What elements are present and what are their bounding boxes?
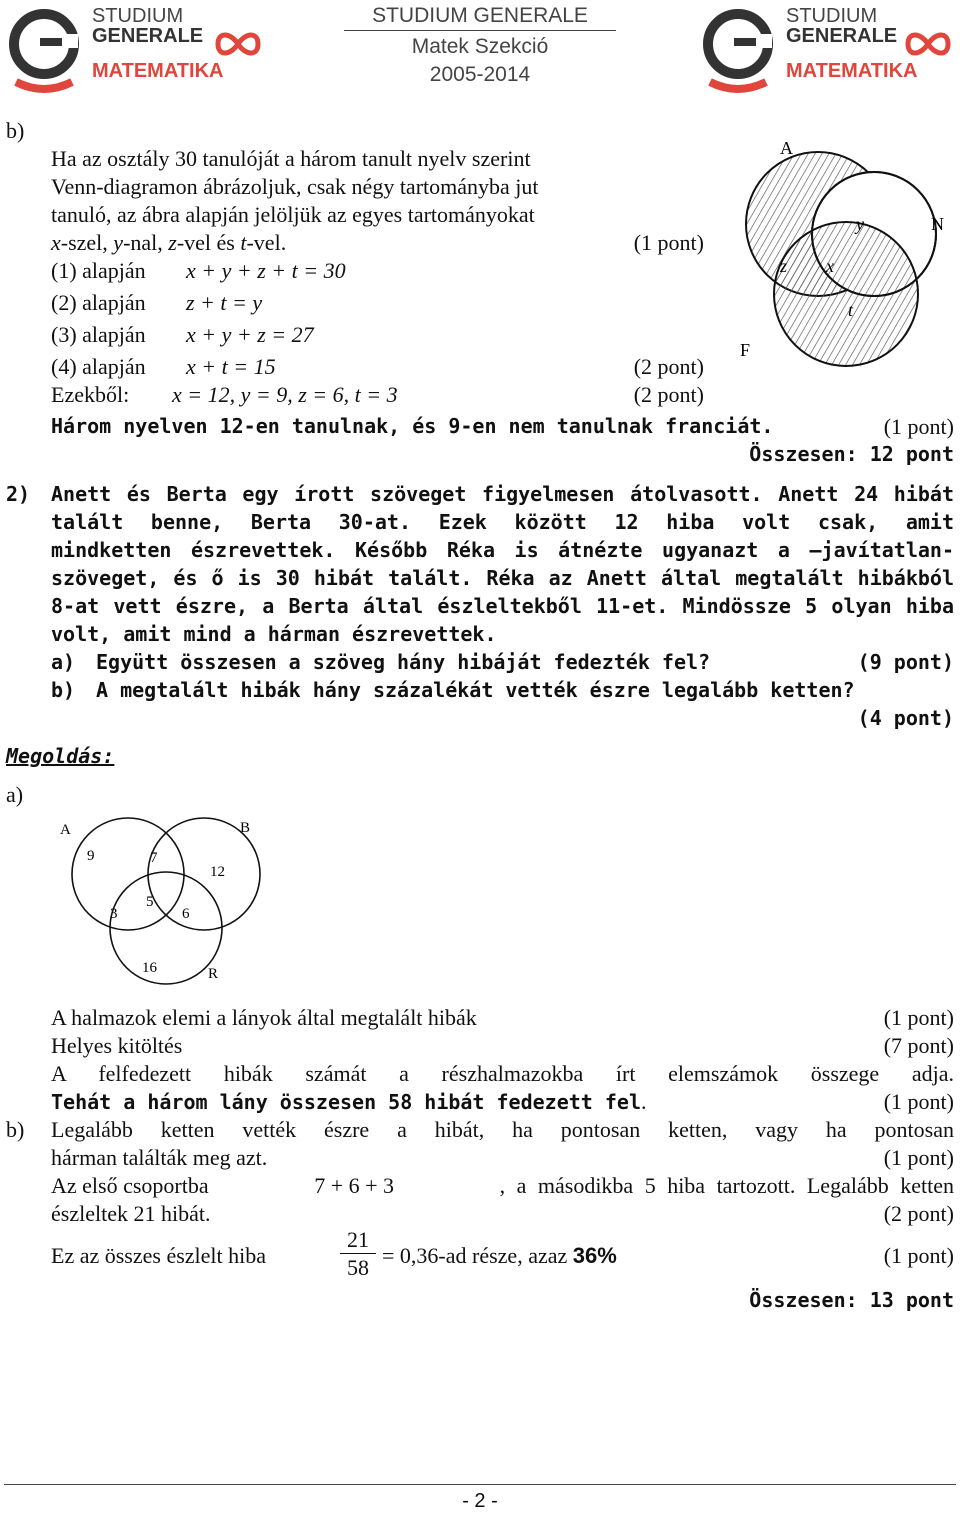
total-points: Összesen: 13 pont [749,1288,954,1312]
solution-heading: Megoldás: [6,744,115,768]
venn-value: 5 [146,894,154,910]
points-label: (1 pont) [883,414,954,439]
venn-value: 3 [110,906,118,922]
solution-line-1: A halmazok elemi a lányok által megtalált hibák [51,1005,477,1030]
venn-label-n: N [931,214,944,234]
part-b-text-2: Venn-diagramon ábrázoljuk, csak négy tartományba jut [51,174,539,199]
text-seg: -vel. [246,230,287,255]
result-label: Ezekből: [51,382,130,407]
studium-logo-icon [6,2,86,98]
eq1: x + y + z + t = 30 [186,258,346,283]
solution-line-4 [51,1089,647,1115]
venn-label-t: t [848,300,854,320]
logo-left-text [92,6,203,46]
text-seg: -szel, [60,230,114,255]
venn-label-z: z [780,256,788,276]
header-center-line2: Matek Szekció [411,35,549,58]
solution-line-9: Ez az összes észlelt hiba [51,1243,267,1268]
total-points: Összesen: 12 pont [749,442,954,466]
eq1-label: (1) alapján [51,258,146,283]
points-label: (2 pont) [883,1201,954,1226]
solution-line-2: Helyes kitöltés [51,1033,183,1058]
solution-line-9-rest [382,1243,617,1269]
fraction-denominator: 58 [347,1255,369,1280]
var-y: y [113,230,124,255]
solution-line-8: észleltek 21 hibát. [51,1201,211,1226]
points-label: (1 pont) [883,1145,954,1170]
eq3: x + y + z = 27 [186,322,314,347]
fraction [340,1227,376,1282]
logo-right-line2: GENERALE [786,25,898,47]
venn-label-x: x [826,256,834,276]
points-label: (7 pont) [883,1033,954,1058]
venn-label-anett: A [60,822,71,838]
venn-diagram-languages [736,134,958,384]
var-t: t [240,230,247,255]
text-seg: -vel és [176,230,241,255]
points-label: (2 pont) [633,382,704,407]
header-center-line3: 2005-2014 [429,63,531,86]
venn-label-y: y [856,214,864,234]
venn-label-reka: R [208,966,219,982]
part-b-text-1: Ha az osztály 30 tanulóját a három tanult nyelv szerint [51,146,531,171]
question-a-points: (9 pont) [857,650,954,674]
var-z: z [168,230,177,255]
solution-line-7 [51,1173,954,1199]
text-seg: Az első csoportba [51,1173,209,1198]
question-b-points: (4 pont) [857,706,954,730]
problem-text-5: 8-at vett észre, a Berta által észleltekből 11-et. Mindössze 5 olyan hiba [51,594,954,618]
decimal-value: = 0,36 [382,1243,439,1268]
percent-result: 36% [572,1243,617,1268]
logo-right-line3: MATEMATIKA [786,60,918,82]
solution-line-3: A felfedezett hibák számát a részhalmazokba írt elemszámok összege adja. [51,1061,954,1086]
venn-value: 7 [150,850,158,866]
conclusion: Három nyelven 12-en tanulnak, és 9-en nem tanulnak franciát. [51,414,774,438]
infinity-icon [214,32,262,56]
part-b-text-4 [51,230,286,256]
text-seg: . [641,1089,647,1114]
question-a: Együtt összesen a szöveg hány hibáját fedezték fel? [96,650,711,674]
logo-left-line3: MATEMATIKA [92,60,224,82]
points-label: (1 pont) [883,1243,954,1268]
problem-number: 2) [6,482,31,506]
part-b-label: b) [6,118,25,143]
result-values: x = 12, y = 9, z = 6, t = 3 [172,382,398,407]
page-number: - 2 - [462,1490,498,1512]
problem-text-6: volt, amit mind a hárman észrevettek. [51,622,497,646]
eq2-label: (2) alapján [51,290,146,315]
venn-label-a: A [780,138,793,158]
solution-line-6: hárman találták meg azt. [51,1145,268,1170]
solution-line-5: Legalább ketten vették észre a hibát, ha pontosan ketten, vagy ha pontosan [51,1117,954,1142]
venn-set-reka [110,872,222,984]
problem-text-1: Anett és Berta egy írott szöveget figyelmesen átolvasott. Anett 24 hibát [51,482,954,506]
question-b: A megtalált hibák hány százalékát vették észre legalább ketten? [96,678,855,702]
eq2: z + t = y [186,290,263,315]
venn-set-anett [72,818,184,930]
points-label: (2 pont) [633,354,704,379]
points-label: (1 pont) [883,1089,954,1114]
venn-value: 9 [87,848,95,864]
eq4: x + t = 15 [186,354,276,379]
problem-text-4: szöveget, és ő is 30 hibát talált. Réka az Anett által megtalált hibákból [51,566,954,590]
logo-right-text [786,6,897,46]
logo-left-line2: GENERALE [92,25,204,47]
text-seg: -ad része, azaz [438,1243,568,1268]
expression: 7 + 6 + 3 [314,1173,395,1198]
header-center-line1: STUDIUM GENERALE [344,4,616,31]
question-b-label: b) [51,678,76,702]
venn-label-berta: B [240,820,251,836]
solution-b-label: b) [6,1117,25,1142]
points-label: (1 pont) [633,230,704,255]
venn-diagram-errors [50,812,282,992]
header-center [340,4,620,87]
studium-logo-right-icon [700,2,780,98]
question-a-label: a) [51,650,76,674]
venn-value: 6 [182,906,190,922]
footer-divider [4,1484,956,1485]
logo-left-line1: STUDIUM [92,5,184,27]
logo-right-line1: STUDIUM [786,5,878,27]
problem-text-3: mindketten észrevettek. Később Réka is átnézte ugyanazt a –javítatlan- [51,538,954,562]
points-label: (1 pont) [883,1005,954,1030]
solution-a-label: a) [6,782,24,807]
solution-bold-result: Tehát a három lány összesen 58 hibát fedezett fel [51,1090,642,1114]
text-seg: -nal, [123,230,169,255]
eq4-label: (4) alapján [51,354,146,379]
venn-value: 12 [210,864,225,880]
eq3-label: (3) alapján [51,322,146,347]
fraction-numerator: 21 [340,1227,376,1254]
text-seg: , a másodikba 5 hiba tartozott. Legalább ketten [499,1173,954,1198]
part-b-text-3: tanuló, az ábra alapján jelöljük az egyes tartományokat [51,202,535,227]
var-x: x [51,230,61,255]
venn-label-f: F [740,340,751,360]
venn-value: 16 [142,960,157,976]
problem-text-2: talált benne, Berta 30-at. Ezek között 12 hiba volt csak, amit [51,510,954,534]
infinity-right-icon [904,32,952,56]
